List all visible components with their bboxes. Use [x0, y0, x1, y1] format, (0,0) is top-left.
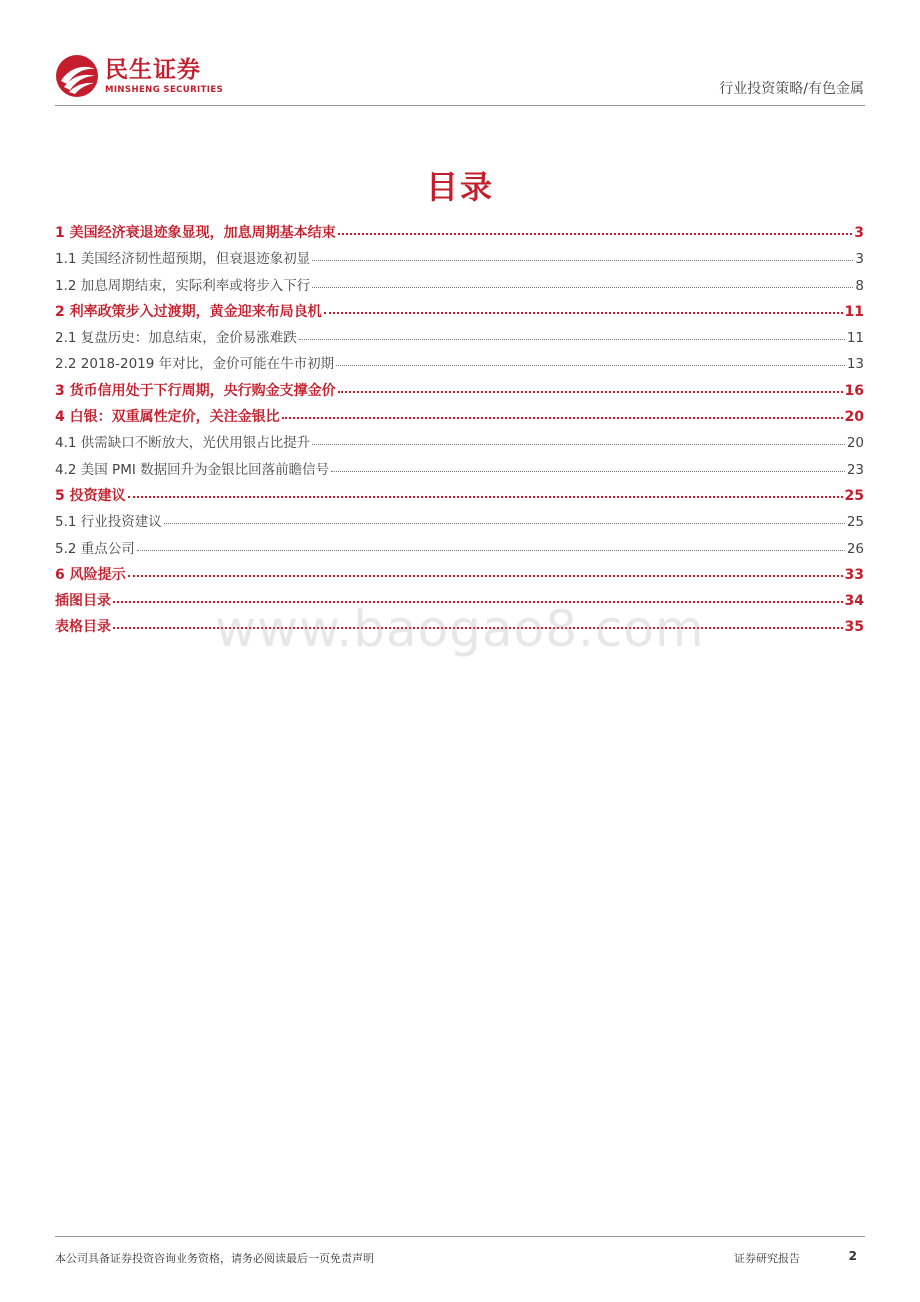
toc-entry-label: 1.2 加息周期结束，实际利率或将步入下行 — [55, 277, 311, 294]
toc-entry-label: 5 投资建议 — [55, 487, 126, 504]
toc-entry[interactable] — [55, 457, 864, 483]
toc-entry-label: 6 风险提示 — [55, 566, 126, 583]
toc-entry-page: 20 — [844, 409, 864, 426]
toc-entry-page: 25 — [844, 487, 864, 504]
toc-dot-leader — [338, 381, 843, 395]
toc-entry-label: 1 美国经济衰退迹象显现，加息周期基本结束 — [55, 225, 336, 241]
toc-entry[interactable] — [55, 246, 864, 272]
toc-entry-page: 35 — [844, 619, 864, 636]
toc-entry[interactable] — [55, 378, 864, 404]
minsheng-logo-icon — [55, 54, 99, 98]
footer-divider — [55, 1236, 865, 1237]
toc-entry[interactable] — [55, 509, 864, 535]
table-of-contents — [55, 220, 864, 641]
toc-entry-page: 33 — [844, 566, 864, 583]
toc-entry[interactable] — [55, 351, 864, 377]
toc-dot-leader — [282, 407, 843, 421]
toc-entry[interactable] — [55, 325, 864, 351]
toc-dot-leader — [128, 565, 843, 579]
toc-dot-leader — [331, 460, 845, 474]
page-number: 2 — [848, 1249, 857, 1263]
logo-english-name: MINSHENG SECURITIES — [105, 84, 224, 95]
toc-dot-leader — [324, 302, 843, 316]
header-divider — [55, 105, 865, 106]
toc-entry-page: 34 — [844, 593, 864, 610]
toc-dot-leader — [164, 512, 845, 526]
toc-dot-leader — [113, 591, 843, 605]
company-logo — [55, 52, 223, 100]
toc-entry[interactable] — [55, 220, 864, 246]
watermark: www.baogao8.com — [215, 600, 705, 658]
toc-entry[interactable] — [55, 404, 864, 430]
toc-entry[interactable] — [55, 536, 864, 562]
toc-entry-page: 3 — [854, 225, 864, 241]
toc-entry[interactable] — [55, 614, 864, 640]
toc-dot-leader — [128, 486, 843, 500]
toc-entry[interactable] — [55, 299, 864, 325]
toc-entry[interactable] — [55, 273, 864, 299]
toc-entry-page: 26 — [846, 540, 864, 557]
toc-entry-page: 3 — [855, 251, 864, 268]
toc-dot-leader — [338, 223, 853, 237]
toc-entry[interactable] — [55, 562, 864, 588]
toc-entry[interactable] — [55, 430, 864, 456]
toc-entry-label: 3 货币信用处于下行周期，央行购金支撑金价 — [55, 382, 336, 399]
toc-dot-leader — [299, 328, 845, 342]
toc-entry-page: 8 — [855, 277, 864, 294]
toc-title: 目录 — [425, 168, 494, 206]
logo-chinese-name: 民生证券 — [105, 56, 201, 83]
toc-entry-label: 2 利率政策步入过渡期，黄金迎来布局良机 — [55, 303, 322, 320]
toc-entry-label: 4.1 供需缺口不断放大，光伏用银占比提升 — [55, 435, 311, 452]
toc-entry-page: 20 — [846, 435, 864, 452]
toc-entry-page: 11 — [846, 330, 864, 347]
toc-entry-label: 1.1 美国经济韧性超预期，但衰退迹象初显 — [55, 251, 311, 268]
toc-entry-page: 16 — [844, 382, 864, 399]
toc-dot-leader — [137, 539, 845, 553]
toc-entry-label: 4.2 美国 PMI 数据回升为金银比回落前瞻信号 — [55, 461, 330, 478]
toc-entry-page: 23 — [846, 461, 864, 478]
toc-dot-leader — [312, 276, 853, 290]
toc-entry-label: 4 白银：双重属性定价，关注金银比 — [55, 409, 280, 426]
report-category: 行业投资策略/有色金属 — [719, 81, 864, 97]
toc-dot-leader — [113, 617, 843, 631]
toc-entry[interactable] — [55, 483, 864, 509]
toc-dot-leader — [312, 433, 845, 447]
toc-dot-leader — [312, 249, 853, 263]
footer-report-type: 证券研究报告 — [734, 1252, 800, 1265]
toc-entry-label: 表格目录 — [55, 619, 111, 636]
toc-entry-label: 2.2 2018-2019 年对比，金价可能在牛市初期 — [55, 356, 335, 373]
toc-dot-leader — [336, 354, 845, 368]
toc-entry-page: 25 — [846, 514, 864, 531]
toc-entry-label: 插图目录 — [55, 593, 111, 610]
toc-entry-label: 2.1 复盘历史：加息结束，金价易涨难跌 — [55, 330, 297, 347]
toc-entry-label: 5.1 行业投资建议 — [55, 514, 162, 531]
toc-entry-page: 11 — [844, 303, 864, 320]
toc-entry-label: 5.2 重点公司 — [55, 540, 135, 557]
page-header — [0, 0, 920, 110]
footer-disclaimer: 本公司具备证券投资咨询业务资格，请务必阅读最后一页免责声明 — [55, 1252, 374, 1265]
toc-entry-page: 13 — [846, 356, 864, 373]
toc-entry[interactable] — [55, 588, 864, 614]
